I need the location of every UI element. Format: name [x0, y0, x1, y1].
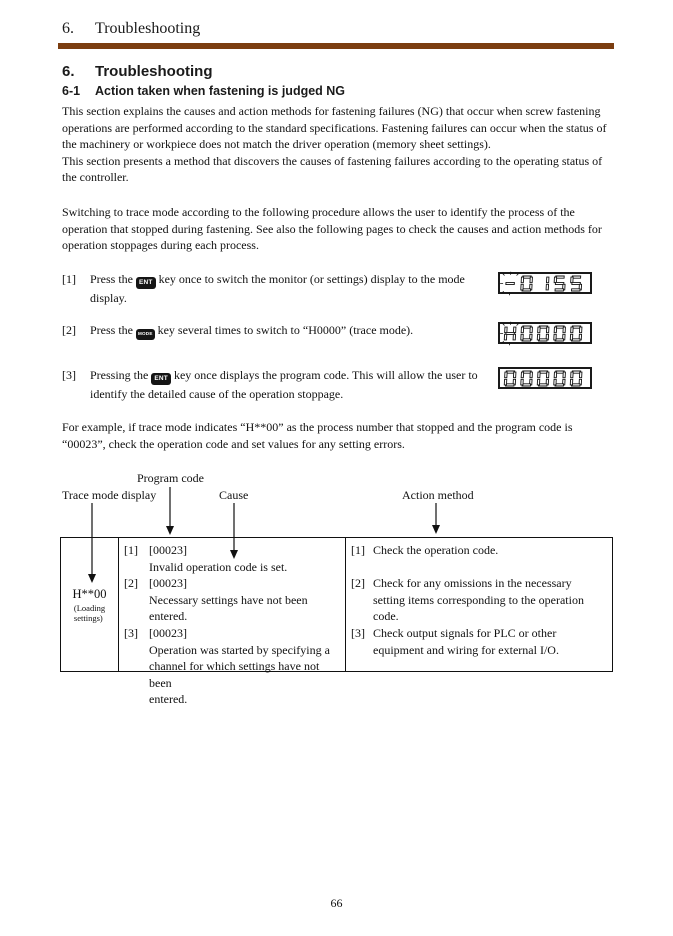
step-3 — [62, 366, 508, 403]
step-2-text: Press the MODE key several times to switch to “H0000” (trace mode). — [90, 321, 502, 340]
example-paragraph: For example, if trace mode indicates “H**00” as the process number that stopped and the program code is “00023”, check the operation code and set values for any setting errors. — [62, 420, 573, 451]
ent-key-icon: ENT — [136, 277, 156, 289]
trace-mode-paragraph: Switching to trace mode according to the following procedure allows the user to identify the process of the operation that stopped during fastening. See also the following pages to check the causes and action methods for operation stoppages during each process. — [62, 205, 602, 253]
label-action-method: Action method — [402, 488, 474, 502]
seven-segment-display-program-code — [498, 367, 592, 389]
label-program-code: Program code — [137, 471, 204, 485]
step-1 — [62, 270, 508, 307]
label-cause: Cause — [219, 488, 249, 502]
step-3-number: [3] — [62, 368, 76, 382]
section-rule — [58, 43, 614, 49]
arrow-action-method — [432, 503, 440, 534]
intro-text-1: This section explains the causes and action methods for fastening failures (NG) that occur when screw fastening operations are performed according to the standard specifications. Fastening failures can occur when the status of the machinery or workpiece does not match the driver operation (memory sheet settings). — [62, 104, 607, 152]
step-2 — [62, 321, 508, 340]
cause-cell: [1] [00023] Invalid operation code is set. [2] [00023] Necessary settings have not been entered. [3] [00023] Operation was started by specifying a channel for which settings have not been entered. — [119, 538, 346, 671]
arrow-program-code — [166, 487, 174, 535]
section-heading — [62, 63, 213, 80]
label-trace-mode-display: Trace mode display — [62, 488, 157, 502]
trace-code: H**00 — [72, 587, 107, 602]
action-item: [2] Check for any omissions in the necessary setting items corresponding to the operation code. — [351, 576, 584, 624]
step-2-number: [2] — [62, 323, 76, 337]
ent-key-icon: ENT — [151, 373, 171, 385]
seven-segment-display-mode — [498, 272, 592, 294]
troubleshooting-table — [60, 537, 613, 707]
intro-paragraph — [62, 103, 614, 186]
action-cell — [346, 538, 612, 671]
mode-key-icon: MODE — [136, 329, 155, 340]
action-item: [1] Check the operation code. — [351, 543, 499, 557]
trace-note: (Loading settings) — [73, 602, 106, 623]
section-heading-number: 6. — [62, 63, 75, 80]
intro-text-2: This section presents a method that discovers the causes of fastening failures according to the operating status of the controller. — [62, 153, 603, 185]
cause-item: [2] [00023] — [124, 576, 187, 591]
running-header — [62, 20, 200, 38]
cause-item: [1] [00023] — [124, 543, 187, 557]
subsection-heading — [62, 84, 345, 98]
trace-mode-cell — [61, 538, 119, 671]
step-1-text: Press the ENT key once to switch the monitor (or settings) display to the mode display. — [90, 272, 465, 305]
page-number: 66 — [330, 896, 343, 910]
action-item: [3] Check output signals for PLC or other equipment and wiring for external I/O. — [351, 625, 559, 657]
section-heading-title: Troubleshooting — [95, 63, 213, 80]
step-3-text: Pressing the ENT key once displays the program code. This will allow the user to identify the detailed cause of the operation stoppage. — [90, 368, 478, 401]
cause-item: [3] [00023] — [124, 625, 187, 640]
step-1-number: [1] — [62, 272, 76, 286]
chapter-title: Troubleshooting — [95, 20, 201, 37]
seven-segment-display-trace — [498, 322, 592, 344]
subsection-title: Action taken when fastening is judged NG — [95, 84, 346, 98]
subsection-number: 6-1 — [62, 84, 81, 98]
chapter-number: 6. — [62, 20, 74, 37]
